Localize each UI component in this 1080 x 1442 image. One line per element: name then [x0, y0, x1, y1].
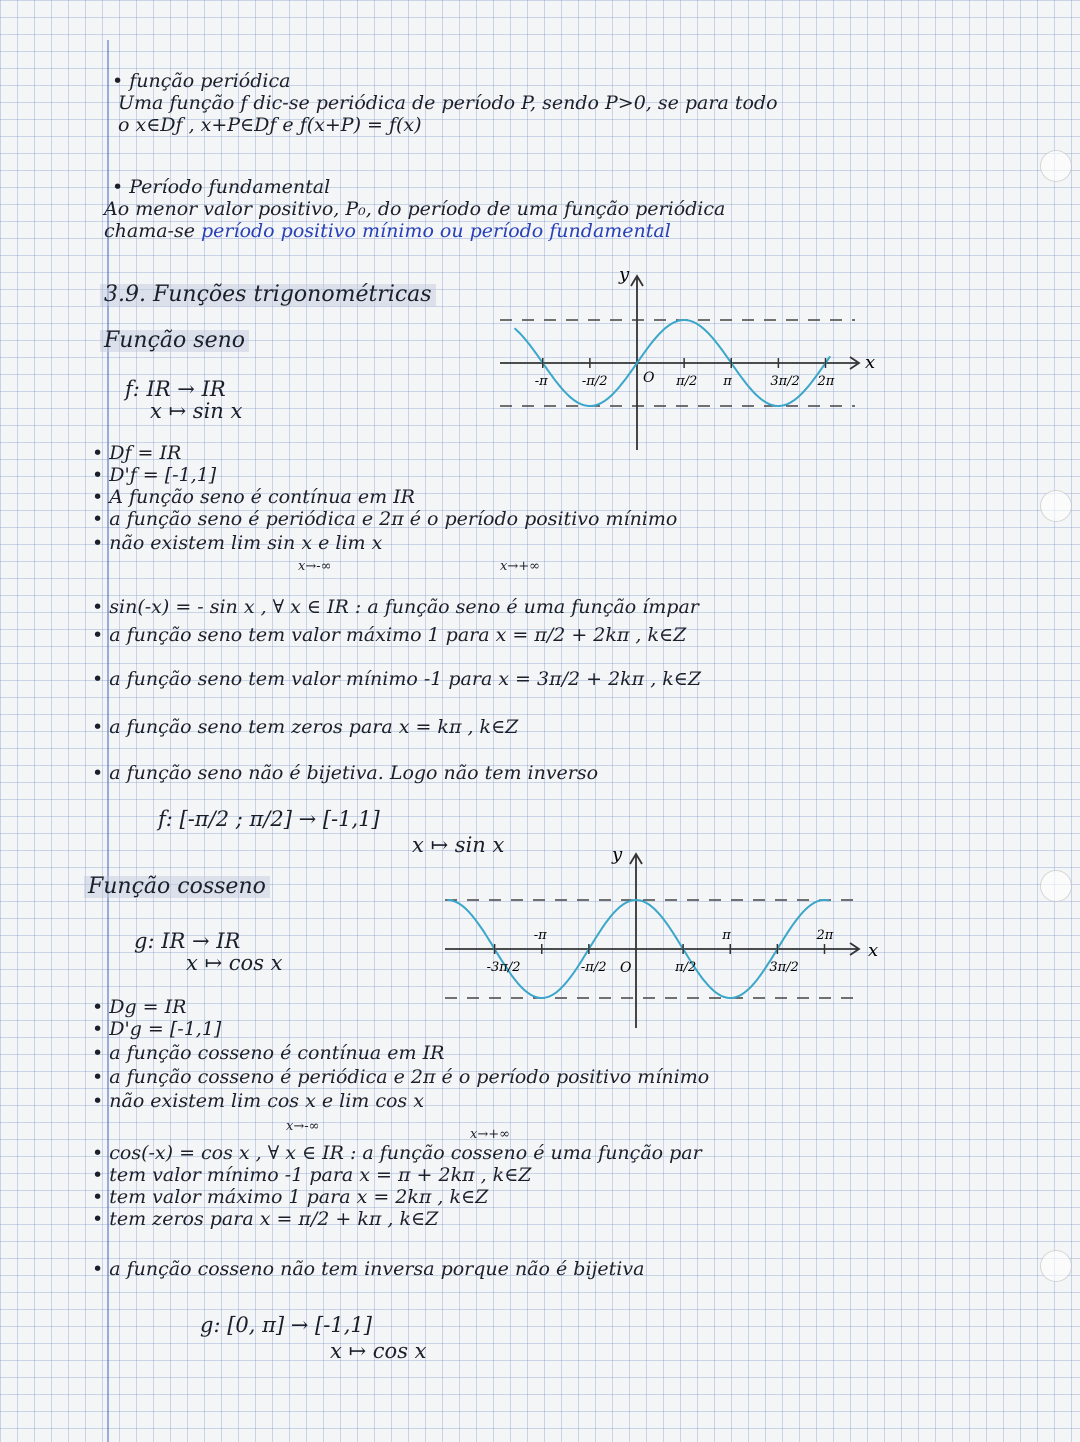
sine-bullet: • não existem lim sin x e lim x [92, 532, 382, 554]
fundamental-line-1: Ao menor valor positivo, P₀, do período de uma função periódica [104, 198, 726, 220]
tick-label: 2π [817, 374, 835, 389]
cosine-mapping: x ↦ cos x [186, 951, 283, 975]
periodic-line-1 [118, 92, 778, 114]
sine-property: • a função seno não é bijetiva. Logo não tem inverso [92, 762, 598, 784]
cosine-property: • cos(-x) = cos x , ∀ x ∈ IR : a função cosseno é uma função par [92, 1142, 702, 1164]
tick-label: -π/2 [581, 374, 608, 389]
origin-label: O [643, 370, 655, 386]
tick-label: 3π/2 [770, 374, 800, 389]
sine-graph [495, 258, 895, 458]
cosine-title: Função cosseno [84, 876, 270, 898]
sine-definition: f: IR → IR [125, 377, 226, 401]
fundamental-line-2-a: chama-se [104, 220, 195, 242]
margin-line [107, 40, 109, 1442]
sine-mapping: x ↦ sin x [150, 399, 243, 423]
cosine-bullet: • a função cosseno é contínua em IR [92, 1042, 444, 1064]
cosine-property: • a função cosseno não tem inversa porque não é bijetiva [92, 1258, 644, 1280]
tick-label: 2π [816, 928, 834, 943]
tick-label: -π [534, 374, 548, 389]
sine-restriction-mapping: x ↦ sin x [412, 833, 505, 857]
sine-property: • a função seno tem valor mínimo -1 para x = 3π/2 + 2kπ , k∈Z [92, 668, 701, 690]
sine-property: • a função seno tem valor máximo 1 para x = π/2 + 2kπ , k∈Z [92, 624, 686, 646]
cosine-property: • tem valor máximo 1 para x = 2kπ , k∈Z [92, 1186, 488, 1208]
y-axis-label: y [612, 844, 623, 865]
sine-property: • a função seno tem zeros para x = kπ , k∈Z [92, 716, 518, 738]
cosine-property: • tem zeros para x = π/2 + kπ , k∈Z [92, 1208, 438, 1230]
x-axis-label: x [868, 940, 879, 961]
fundamental-heading: • Período fundamental [112, 176, 330, 198]
sine-bullet: • a função seno é periódica e 2π é o período positivo mínimo [92, 508, 677, 530]
cosine-definition: g: IR → IR [134, 929, 241, 953]
cosine-tick-group [487, 928, 834, 975]
periodic-line-1-text: Uma função f dic-se periódica de período P, sendo P>0, se para todo [118, 92, 778, 114]
cosine-graph [440, 838, 900, 1038]
origin-label: O [620, 960, 632, 976]
cosine-lim-sub-2: x→+∞ [470, 1127, 510, 1142]
cosine-restriction-mapping: x ↦ cos x [330, 1339, 427, 1363]
cosine-property: • tem valor mínimo -1 para x = π + 2kπ , k∈Z [92, 1164, 531, 1186]
cosine-bullet: • Dg = IR [92, 996, 186, 1018]
cosine-restriction: g: [0, π] → [-1,1] [200, 1313, 372, 1337]
cosine-bullet: • não existem lim cos x e lim cos x [92, 1090, 424, 1112]
tick-label: 3π/2 [769, 960, 799, 975]
fundamental-line-2-b: período positivo mínimo ou período fundamental [201, 220, 671, 242]
binder-hole [1040, 490, 1072, 522]
tick-label: π/2 [675, 960, 697, 975]
sine-lim-sub-2: x→+∞ [500, 559, 540, 574]
tick-label: π [723, 374, 732, 389]
periodic-line-2: o x∈Dƒ , x+P∈Dƒ e ƒ(x+P) = ƒ(x) [118, 114, 422, 136]
sine-bullet: • D'ƒ = [-1,1] [92, 464, 216, 486]
sine-restriction: f: [-π/2 ; π/2] → [-1,1] [158, 807, 380, 831]
sine-bullet: • Dƒ = IR [92, 442, 181, 464]
tick-label: -π [533, 928, 547, 943]
binder-hole [1040, 1250, 1072, 1282]
x-axis-label: x [865, 352, 876, 373]
fundamental-line-2 [104, 220, 671, 242]
tick-label: π [722, 928, 731, 943]
periodic-heading: • função periódica [112, 70, 290, 92]
cosine-bullet: • D'g = [-1,1] [92, 1018, 221, 1040]
tick-label: -3π/2 [486, 960, 521, 975]
cosine-bullet: • a função cosseno é periódica e 2π é o período positivo mínimo [92, 1066, 709, 1088]
binder-hole [1040, 150, 1072, 182]
tick-label: π/2 [676, 374, 698, 389]
tick-label: -π/2 [580, 960, 607, 975]
sine-title: Função seno [100, 330, 249, 352]
cosine-lim-sub-1: x→-∞ [286, 1119, 320, 1134]
section-title: 3.9. Funções trigonométricas [100, 284, 436, 306]
y-axis-label: y [619, 264, 630, 285]
binder-hole [1040, 870, 1072, 902]
sine-lim-sub-1: x→-∞ [298, 559, 332, 574]
sine-bullet: • A função seno é contínua em IR [92, 486, 415, 508]
sine-property: • sin(-x) = - sin x , ∀ x ∈ IR : a função seno é uma função ímpar [92, 596, 699, 618]
